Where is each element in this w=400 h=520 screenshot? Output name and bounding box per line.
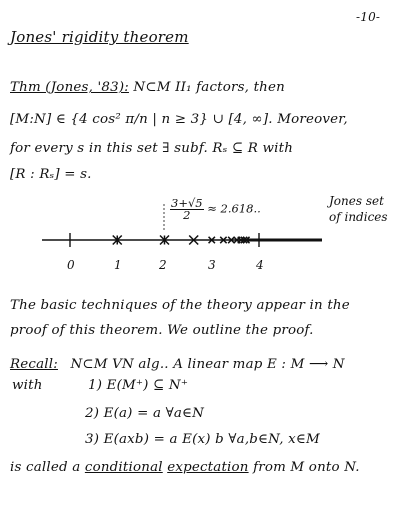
golden-denominator: 2	[183, 208, 191, 222]
recall-item-2: 2) E(a) = a ∀a∈N	[85, 406, 205, 421]
page-title: Jones' rigidity theorem	[10, 28, 189, 46]
recall-label: Recall:	[10, 357, 58, 372]
golden-numerator: 3+√5	[171, 196, 203, 210]
recall-final-pre: is called a	[10, 460, 81, 475]
golden-approx: ≈ 2.618..	[207, 201, 261, 216]
page-number: -10-	[356, 10, 381, 24]
tick-label-2: 2	[159, 258, 167, 272]
recall-item-3: 3) E(axb) = a E(x) b ∀a,b∈N, x∈M	[85, 432, 320, 447]
tick-label-3: 3	[208, 258, 216, 272]
paragraph-line-2: proof of this theorem. We outline the proof.	[10, 323, 314, 338]
theorem-line-1-text: N⊂M II₁ factors, then	[133, 80, 285, 95]
tick-label-4: 4	[256, 258, 264, 272]
recall-line-1	[10, 357, 345, 372]
jones-set-label-line-2: of indices	[329, 210, 388, 224]
theorem-label: Thm (Jones, '83):	[10, 80, 129, 95]
term-conditional: conditional	[84, 460, 163, 475]
theorem-line-2: [M:N] ∈ {4 cos² π/n | n ≥ 3} ∪ [4, ∞]. Moreover,	[10, 112, 348, 127]
jones-set-label-line-1: Jones set	[329, 194, 384, 208]
recall-line-1-text: N⊂M VN alg.. A linear map E : M ⟶ N	[70, 357, 345, 372]
paragraph-line-1: The basic techniques of the theory appear in the	[10, 298, 350, 313]
recall-final-post: from M onto N.	[253, 460, 360, 475]
tick-label-1: 1	[114, 258, 122, 272]
recall-item-1: 1) E(M⁺) ⊆ N⁺	[88, 378, 189, 393]
term-expectation: expectation	[167, 460, 249, 475]
recall-with: with	[12, 378, 43, 393]
recall-final-line	[10, 460, 360, 475]
theorem-line-3: for every s in this set ∃ subf. Rₛ ⊆ R with	[10, 141, 294, 156]
theorem-line-4: [R : Rₛ] = s.	[10, 167, 92, 182]
tick-label-0: 0	[67, 258, 75, 272]
